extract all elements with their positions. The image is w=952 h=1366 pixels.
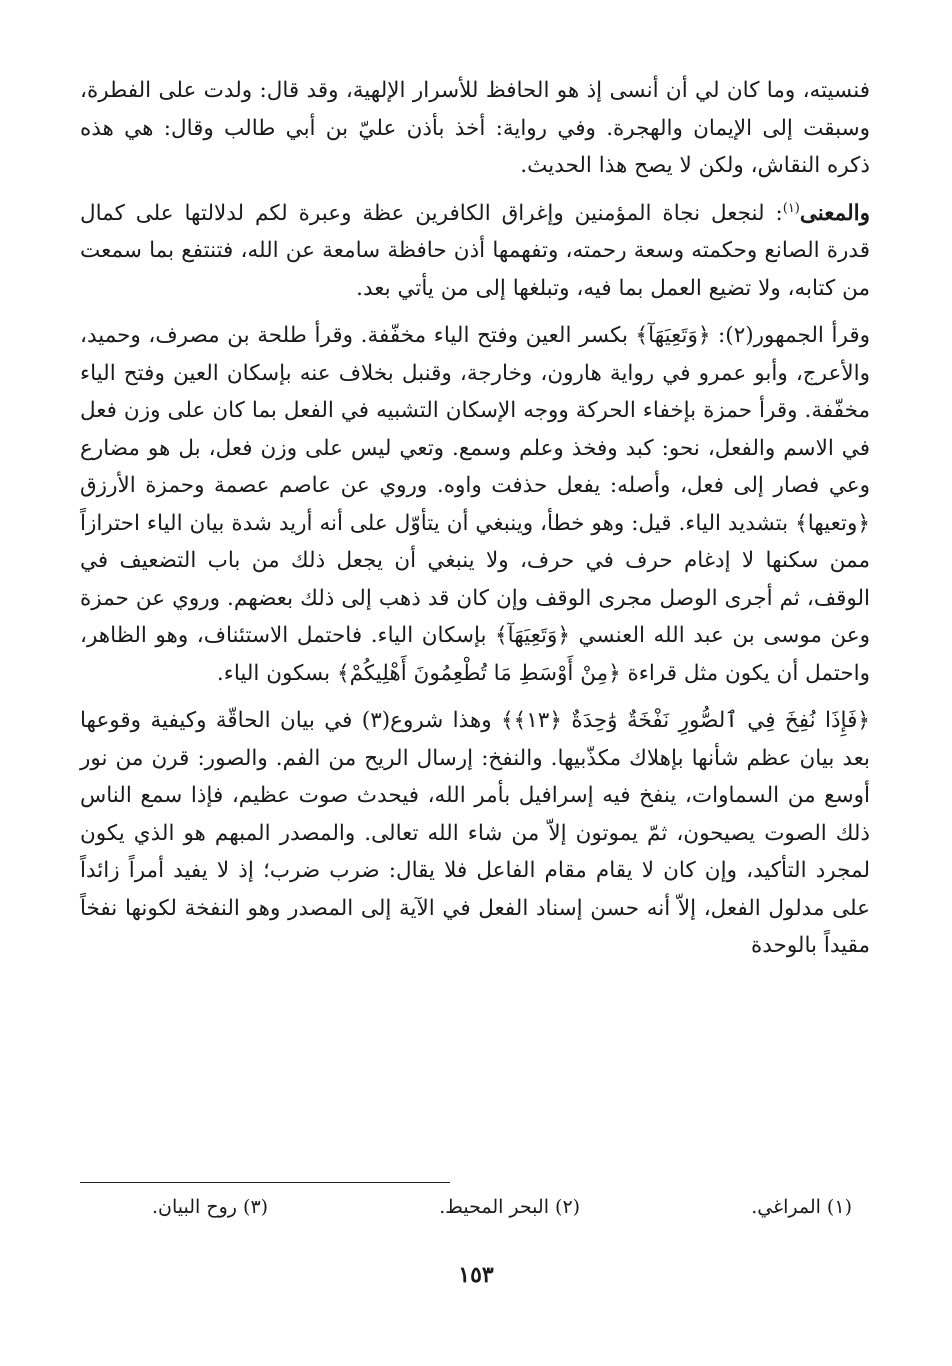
page-number: ١٥٣	[458, 1262, 494, 1288]
footnote-ref-1: (١)	[782, 200, 800, 216]
footnotes	[152, 1196, 852, 1218]
paragraph-2-text: : لنجعل نجاة المؤمنين وإغراق الكافرين عظة وعبرة لكم لدلالتها على كمال قدرة الصانع وحكمته وسعة رحمته، وتفهمها أذن حافظة سامعة عن الله، فتنتفع بما سمعت من كتابه، ولا تضيع العمل بما فيه، وتبلغها إلى من يأتي بعد.	[80, 200, 870, 301]
paragraph-2-lead: والمعنى	[799, 200, 870, 226]
footnote-divider	[80, 1182, 450, 1183]
paragraph-4-text: ﴿فَإِذَا نُفِخَ فِي ٱلصُّورِ نَفْخَةٌ وَٰحِدَةٌ ﴿١٣﴾﴾ وهذا شروع(٣) في بيان الحاقّة وكيفية وقوعها بعد بيان عظم شأنها بإهلاك مكذّبيها. والنفخ: إرسال الريح من الفم. والصور: قرن من نور أوسع من السماوات، ينفخ فيه إسرافيل بأمر الله، فيحدث صوت عظيم، فإذا سمع الناس ذلك الصوت يصيحون، ثمّ يموتون إلاّ من شاء الله تعالى. والمصدر المبهم هو الذي يكون لمجرد التأكيد، وإن كان لا يقام مقام الفاعل فلا يقال: ضرب ضرب؛ إذ لا يفيد أمراً زائداً على مدلول الفعل، إلاّ أنه حسن إسناد الفعل في الآية إلى المصدر وهو النفخة لكونها نفخاً مقيداً بالوحدة	[80, 708, 870, 958]
paragraph-1-text: فنسيته، وما كان لي أن أنسى إذ هو الحافظ للأسرار الإلهية، وقد قال: ولدت على الفطرة، وسبقت إلى الإيمان والهجرة. وفي رواية: أخذ بأذن عليّ بن أبي طالب وقال: هي هذه ذكره النقاش، ولكن لا يصح هذا الحديث.	[80, 78, 870, 178]
paragraph-3	[80, 317, 870, 692]
paragraph-1	[80, 72, 870, 185]
footnote-1: (١) المراغي.	[751, 1196, 852, 1218]
page-body	[80, 72, 870, 975]
paragraph-3-text: وقرأ الجمهور(٢): ﴿وَتَعِيَهَآ﴾ بكسر العين وفتح الياء مخفّفة. وقرأ طلحة بن مصرف، وحميد، والأعرج، وأبو عمرو في رواية هارون، وخارجة، وقنبل بخلاف عنه بإسكان العين وفتح الياء مخفّفة. وقرأ حمزة بإخفاء الحركة ووجه الإسكان التشبيه في الفعل بما كان على وزن فعل في الاسم والفعل، نحو: كبد وفخذ وعلم وسمع. وتعي ليس على وزن فعل، بل هو مضارع وعي فصار إلى فعل، وأصله: يفعل حذفت واوه. وروي عن عاصم عصمة وحمزة الأرزق ﴿وتعيها﴾ بتشديد الياء. قيل: وهو خطأ، وينبغي أن يتأوّل على أنه أريد شدة بيان الياء احترازاً ممن سكنها لا إدغام حرف في حرف، ولا ينبغي أن يجعل ذلك من باب التضعيف في الوقف، ثم أجرى الوصل مجرى الوقف وإن كان قد ذهب إلى ذلك بعضهم. وروي عن حمزة وعن موسى بن عبد الله العنسي ﴿وَتَعِيَهَآ﴾ بإسكان الياء. فاحتمل الاستئناف، وهو الظاهر، واحتمل أن يكون مثل قراءة ﴿مِنْ أَوْسَطِ مَا تُطْعِمُونَ أَهْلِيكُمْ﴾ بسكون الياء.	[80, 323, 870, 686]
paragraph-2	[80, 195, 870, 308]
footnote-3: (٣) روح البيان.	[152, 1196, 269, 1218]
paragraph-4	[80, 702, 870, 965]
footnote-2: (٢) البحر المحيط.	[439, 1196, 581, 1218]
